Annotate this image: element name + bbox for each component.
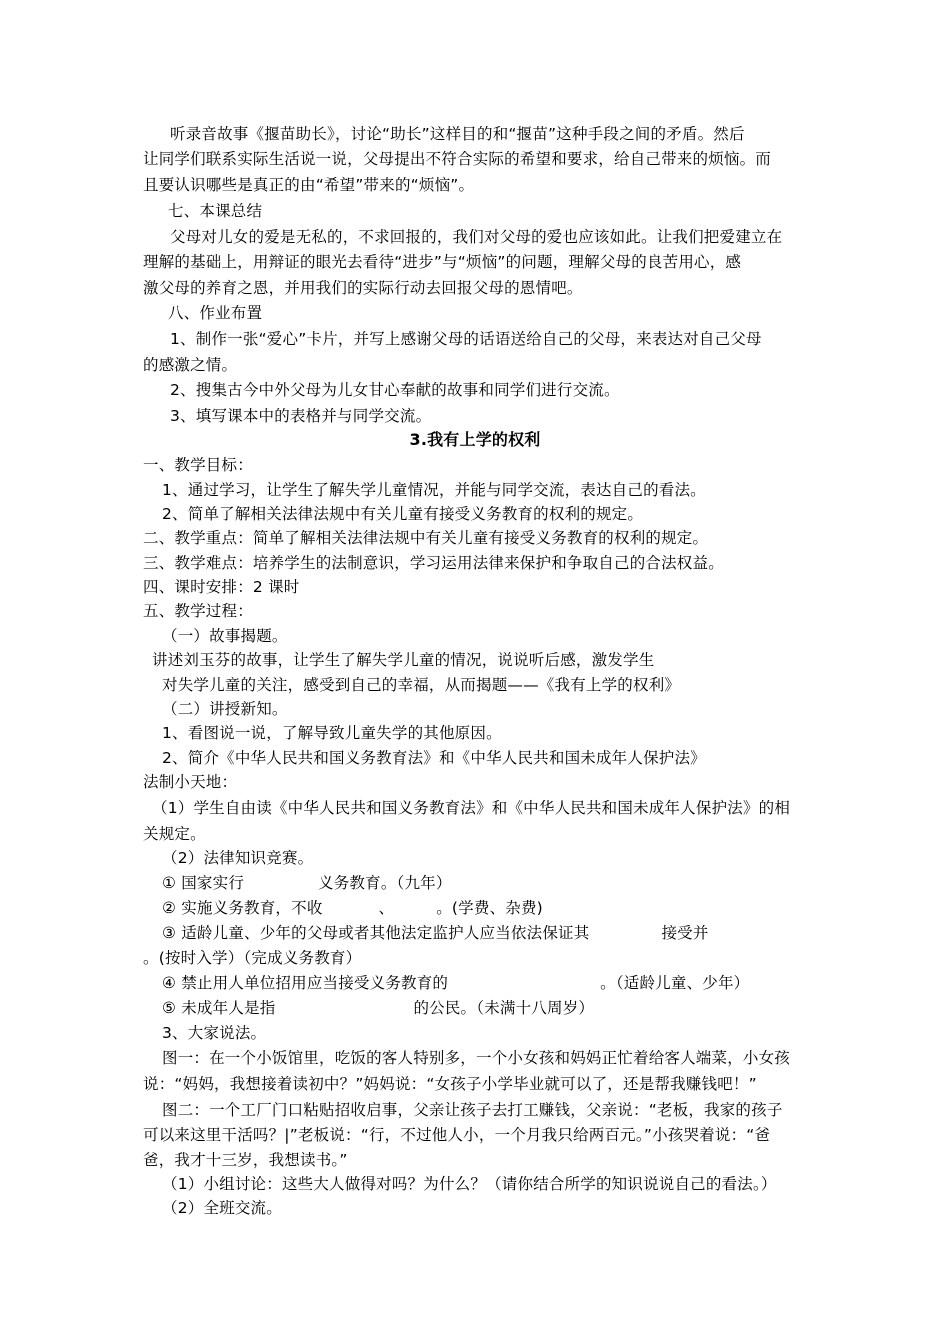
section-heading: 八、作业布置 — [168, 304, 263, 322]
list-item: 2、简介《中华人民共和国义务教育法》和《中华人民共和国未成年人保护法》 — [162, 749, 706, 767]
section-heading: 五、教学过程： — [143, 602, 253, 620]
section-heading: 一、教学目标： — [143, 456, 253, 474]
paragraph-line: 讲述刘玉芬的故事，让学生了解失学儿童的情况，说说听后感，激发学生 — [152, 651, 655, 669]
paragraph-line: 爸，我才十三岁，我想读书。” — [143, 1151, 348, 1169]
paragraph-line: 让同学们联系实际生活说一说，父母提出不符合实际的希望和要求，给自己带来的烦恼。而 — [143, 150, 772, 168]
paragraph-line: 关规定。 — [143, 825, 206, 843]
law-corner-heading: 法制小天地： — [143, 773, 238, 791]
homework-item: 的感激之情。 — [143, 356, 238, 374]
paragraph-line: （2）全班交流。 — [162, 1199, 282, 1217]
paragraph-line: 激父母的养育之恩，并用我们的实际行动去回报父母的恩情吧。 — [143, 279, 583, 297]
quiz-question: ③ 适龄儿童、少年的父母或者其他法定监护人应当依法保证其 接受并 — [162, 924, 709, 942]
goal-item: 1、通过学习，让学生了解失学儿童情况，并能与同学交流，表达自己的看法。 — [162, 481, 706, 499]
homework-item: 1、制作一张“爱心”卡片，并写上感谢父母的话语送给自己的父母，来表达对自己父母 — [170, 330, 762, 348]
paragraph-line: 图一：在一个小饭馆里，吃饭的客人特别多，一个小女孩和妈妈正忙着给客人端菜，小女孩 — [162, 1049, 791, 1067]
paragraph-line: 说：“妈妈，我想接着读初中？”妈妈说：“女孩子小学毕业就可以了，还是帮我赚钱吧！” — [143, 1075, 757, 1093]
paragraph-line: 可以来这里干活吗？|”老板说：“行，不过他人小，一个月我只给两百元。”小孩哭着说：“爸 — [143, 1126, 771, 1144]
paragraph-line: 图二：一个工厂门口粘贴招收启事，父亲让孩子去打工赚钱，父亲说：“老板，我家的孩子 — [162, 1101, 783, 1119]
quiz-question: ① 国家实行 义务教育。（九年） — [162, 874, 452, 892]
quiz-question: ② 实施义务教育，不收 、 。(学费、杂费) — [162, 899, 543, 917]
schedule: 四、课时安排：2 课时 — [143, 578, 300, 596]
sub-heading: （二）讲授新知。 — [162, 700, 288, 718]
lesson-title: 3.我有上学的权利 — [409, 430, 541, 449]
homework-item: 2、搜集古今中外父母为儿女甘心奉献的故事和同学们进行交流。 — [170, 381, 620, 399]
paragraph-line: 理解的基础上，用辩证的眼光去看待“进步”与“烦恼”的问题，理解父母的良苦用心，感 — [143, 253, 742, 271]
paragraph-line: （1）小组讨论：这些大人做得对吗？为什么？（请你结合所学的知识说说自己的看法。） — [162, 1175, 777, 1193]
quiz-question: 。(按时入学）（完成义务教育） — [143, 949, 362, 967]
paragraph-line: 且要认识哪些是真正的由“希望”带来的“烦恼”。 — [143, 176, 475, 194]
paragraph-line: 听录音故事《揠苗助长》，讨论“助长”这样目的和“揠苗”这种手段之间的矛盾。然后 — [170, 125, 745, 143]
sub-heading: （一）故事揭题。 — [162, 627, 288, 645]
key-point: 二、教学重点：简单了解相关法律法规中有关儿童有接受义务教育的权利的规定。 — [143, 529, 709, 547]
paragraph-line: （1）学生自由读《中华人民共和国义务教育法》和《中华人民共和国未成年人保护法》的相 — [152, 799, 791, 817]
difficulty: 三、教学难点：培养学生的法制意识，学习运用法律来保护和争取自己的合法权益。 — [143, 554, 724, 572]
list-item: 1、看图说一说，了解导致儿童失学的其他原因。 — [162, 724, 502, 742]
sub-heading: （2）法律知识竞赛。 — [162, 849, 314, 867]
paragraph-line: 对失学儿童的关注，感受到自己的幸福，从而揭题——《我有上学的权利》 — [162, 676, 681, 694]
list-item: 3、大家说法。 — [162, 1024, 267, 1042]
quiz-question: ④ 禁止用人单位招用应当接受义务教育的 。（适龄儿童、少年） — [162, 974, 750, 992]
goal-item: 2、简单了解相关法律法规中有关儿童有接受义务教育的权利的规定。 — [162, 505, 644, 523]
homework-item: 3、填写课本中的表格并与同学交流。 — [170, 407, 432, 425]
quiz-question: ⑤ 未成年人是指 的公民。（未满十八周岁） — [162, 999, 595, 1017]
paragraph-line: 父母对儿女的爱是无私的，不求回报的，我们对父母的爱也应该如此。让我们把爱建立在 — [170, 228, 783, 246]
section-heading: 七、本课总结 — [168, 202, 263, 220]
